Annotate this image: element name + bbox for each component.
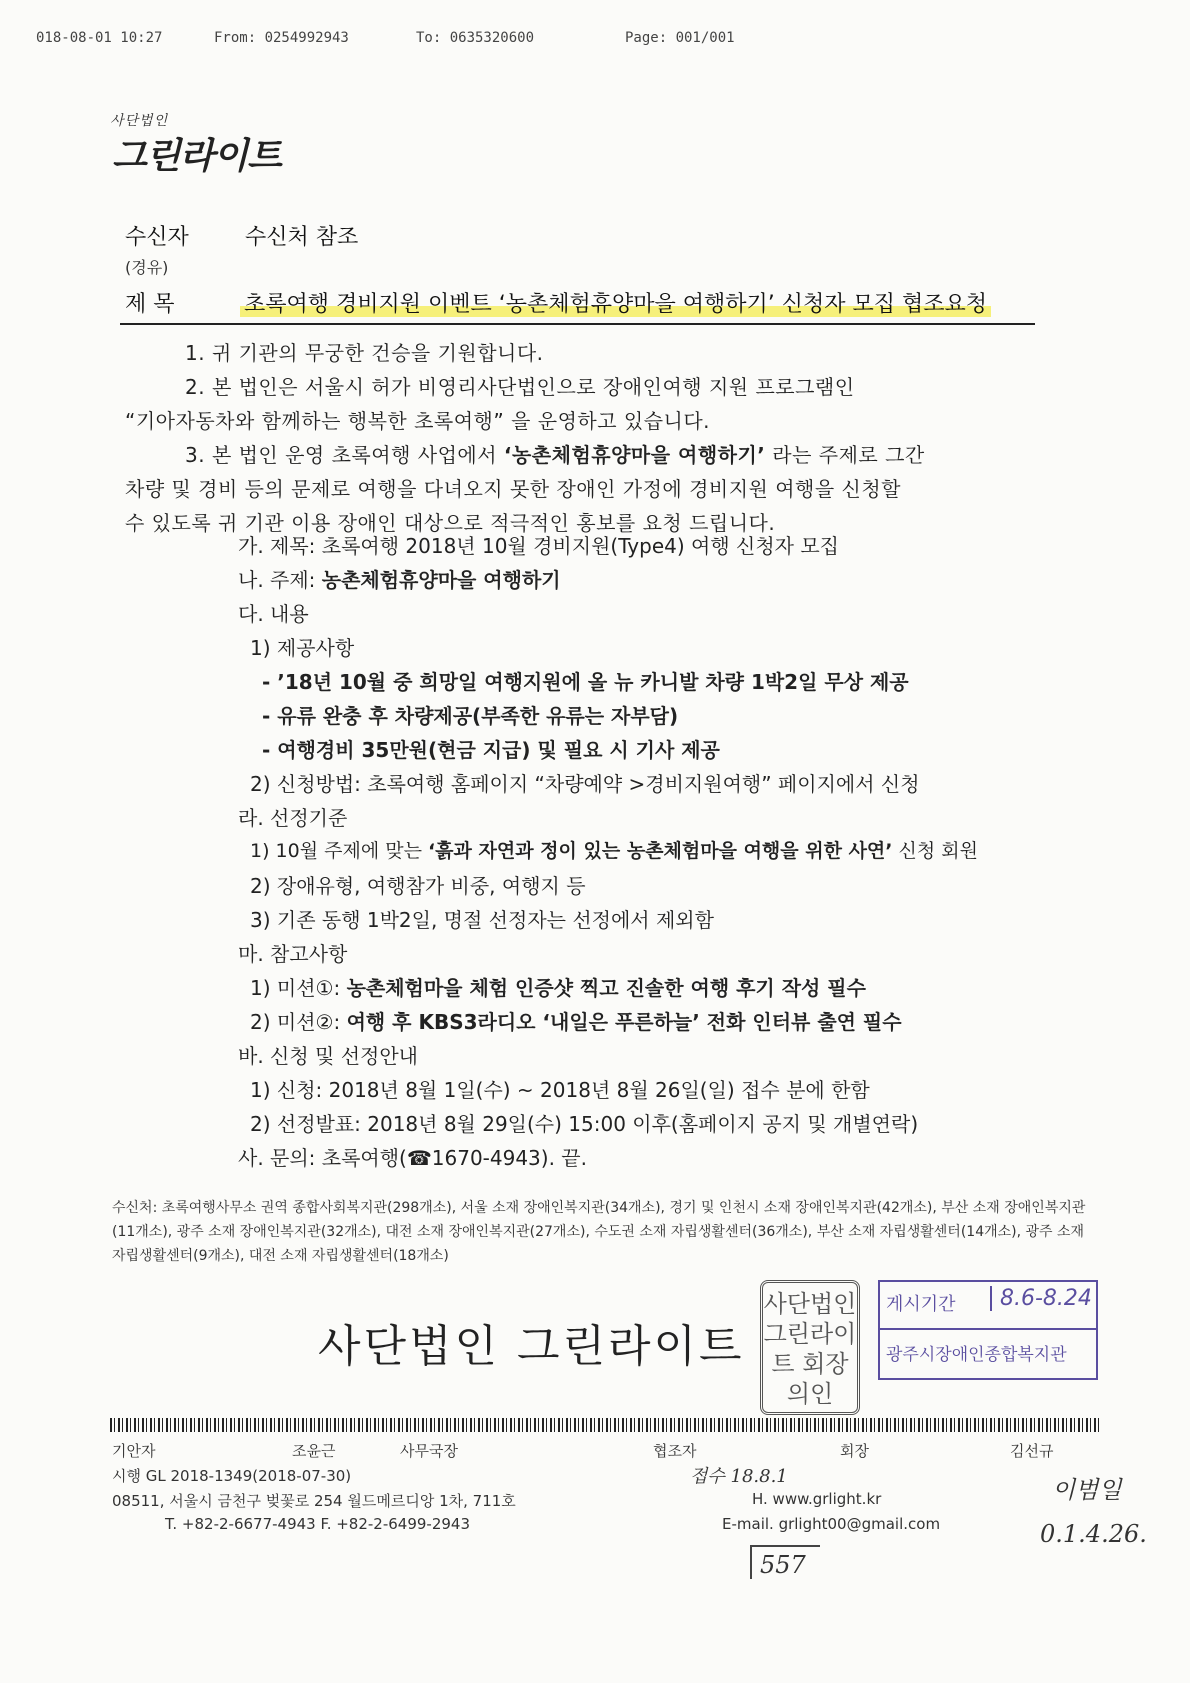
receipt-stamp: 접수 18.8.1 [690,1466,788,1487]
stamp-value: 8.6-8.24 [990,1286,1092,1311]
chair-label: 회장 [840,1442,869,1460]
item-ga: 가. 제목: 초록여행 2018년 10월 경비지원(Type4) 여행 신청자 모집 [238,534,839,558]
logo-small-text: 사단법인 [110,113,169,129]
subject-value [240,287,991,318]
para-1: 1. 귀 기관의 무궁한 건승을 기원합니다. [185,341,544,365]
item-da-1-c: - 여행경비 35만원(현금 지급) 및 필요 시 기사 제공 [262,738,720,762]
item-da-1-b: - 유류 완충 후 차량제공(부족한 유류는 자부담) [262,704,679,728]
item-ma-1-pre: 1) 미션①: [250,976,347,1000]
item-ra-2: 2) 장애유형, 여행참가 비중, 여행지 등 [250,874,586,898]
handwritten-date: 0.1.4.26. [1040,1520,1147,1548]
homepage: H. www.grlight.kr [752,1490,882,1508]
subject-highlight: 초록여행 경비지원 이벤트 ‘농촌체험휴양마을 여행하기’ 신청자 모집 협조요청 [240,292,991,317]
item-ra-1-pre: 1) 10월 주제에 맞는 [250,840,428,862]
subject-label: 제 목 [125,292,175,317]
item-ma-1-bold: 농촌체험마을 체험 인증샷 찍고 진솔한 여행 후기 작성 필수 [346,976,866,1000]
item-ba: 바. 신청 및 선정안내 [238,1044,418,1068]
para-3a-post: 라는 주제로 그간 [765,443,925,467]
drafter-label: 기안자 [112,1442,156,1460]
para-2a: 2. 본 법인은 서울시 허가 비영리사단법인으로 장애인여행 지원 프로그램인 [185,375,855,399]
director-label: 사무국장 [400,1442,458,1460]
enforcement-number: 시행 GL 2018-1349(2018-07-30) [112,1467,352,1485]
item-ma-2 [250,1006,902,1035]
item-ra: 라. 선정기준 [238,806,348,830]
body-text [125,336,1115,540]
drafter-name: 조윤근 [292,1442,336,1460]
official-seal: 사단법인 그린라이트 회장의인 [760,1280,860,1415]
item-ma-2-bold: 여행 후 KBS3라디오 ‘내일은 푸른하늘’ 전화 인터뷰 출연 필수 [346,1010,902,1034]
item-na [238,564,561,593]
item-da-1-a: - ’18년 10월 중 희망일 여행지원에 올 뉴 카니발 차량 1박2일 무상 제공 [262,670,909,694]
para-3a [125,438,1115,472]
item-ma-2-pre: 2) 미션②: [250,1010,347,1034]
recipients-list: 수신처: 초록여행사무소 권역 종합사회복지관(298개소), 서울 소재 장애인복지관(34개소), 경기 및 인천시 소재 장애인복지관(42개소), 부산 소재 장애인복지관(11개소), 광주 소재 장애인복지관(32개소), 대전 소재 장애인복지관(27개소), 수도권 소재 자립생활센터(36개소), 부산 소재 자립생활센터(14개소), 광주 소재 자립생활센터(9개소), 대전 소재 자립생활센터(18개소) [112,1200,1086,1264]
item-na-pre: 나. 주제: [238,568,322,592]
item-sa: 사. 문의: 초록여행(☎1670-4943). 끝. [238,1146,587,1170]
item-na-bold: 농촌체험휴양마을 여행하기 [321,568,561,592]
decider-label: 협조자 [653,1442,697,1460]
item-da-2: 2) 신청방법: 초록여행 홈페이지 “차량예약 >경비지원여행” 페이지에서 신청 [250,772,920,796]
item-ra-3: 3) 기존 동행 1박2일, 명절 선정자는 선정에서 제외함 [250,908,714,932]
para-3b: 차량 및 경비 등의 문제로 여행을 다녀오지 못한 장애인 가정에 경비지원 여행을 신청할 [125,477,901,501]
stamp-org: 광주시장애인종합복지관 [886,1345,1067,1365]
via-label: (경유) [125,258,169,277]
header-rule [120,323,1035,325]
item-ba-1: 1) 신청: 2018년 8월 1일(수) ~ 2018년 8월 26일(일) 접수 분에 한함 [250,1078,870,1102]
address: 08511, 서울시 금천구 벚꽃로 254 월드메르디앙 1차, 711호 [112,1492,516,1510]
para-3a-bold: ‘농촌체험휴양마을 여행하기’ [503,443,766,467]
fax-page: Page: 001/001 [625,30,735,46]
item-ma-1 [250,972,866,1001]
para-2b: “기아자동차와 함께하는 행복한 초록여행” 을 운영하고 있습니다. [125,409,711,433]
recipient-value: 수신처 참조 [245,225,359,250]
item-ra-1-bold: ‘흙과 자연과 정이 있는 농촌체험마을 여행을 위한 사연’ [427,840,893,862]
phone-fax: T. +82-2-6677-4943 F. +82-2-6499-2943 [165,1515,471,1533]
item-ma: 마. 참고사항 [238,942,348,966]
item-ba-2: 2) 선정발표: 2018년 8월 29일(수) 15:00 이후(홈페이지 공지 및 개별연락) [250,1112,919,1136]
para-3c: 수 있도록 귀 기관 이용 장애인 대상으로 적극적인 홍보를 요청 드립니다. [125,511,776,535]
fax-datetime: 018-08-01 10:27 [36,30,163,46]
item-da: 다. 내용 [238,602,309,626]
item-ra-1-post: 신청 회원 [892,840,978,862]
posting-stamp [878,1280,1098,1380]
email: E-mail. grlight00@gmail.com [722,1515,941,1533]
fax-to: To: 0635320600 [416,30,535,46]
logo: 그린라이트 [112,135,281,177]
recipient-label: 수신자 [125,225,189,250]
stamp-label: 게시기간 [886,1294,956,1315]
fax-from: From: 0254992943 [214,30,349,46]
handwritten-number: 557 [750,1545,820,1579]
chair-name: 김선규 [1010,1442,1054,1460]
item-ra-1 [250,836,978,863]
handwritten-signature: 이범일 [1052,1476,1122,1504]
barcode-strip [110,1418,1100,1432]
org-name: 사단법인 그린라이트 [318,1321,745,1372]
item-da-1: 1) 제공사항 [250,636,355,660]
para-3a-pre: 3. 본 법인 운영 초록여행 사업에서 [185,443,504,467]
stamp-row [880,1282,1096,1330]
